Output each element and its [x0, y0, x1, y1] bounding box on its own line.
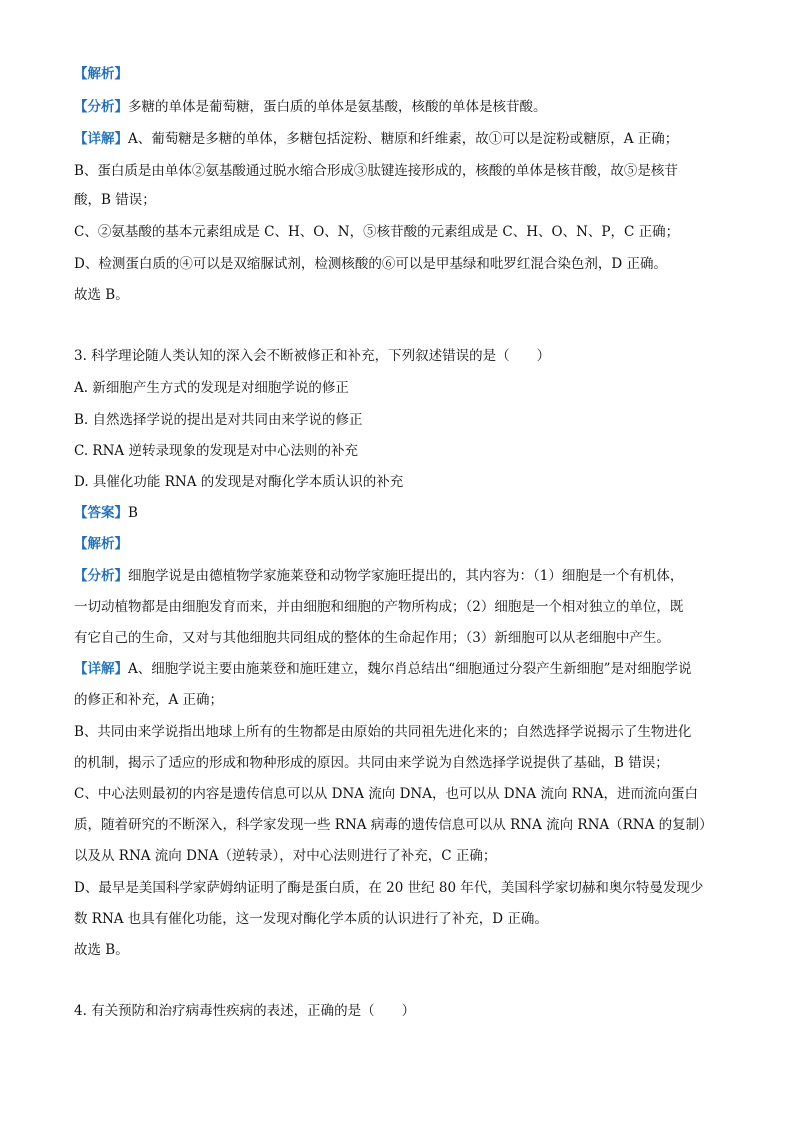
q3-option-b: B. 自然选择学说的提出是对共同由来学说的修正 [74, 412, 363, 428]
q2-conclusion: 故选 B。 [74, 287, 129, 303]
q3-detail-line-d2: 数 RNA 也具有催化功能，这一发现对酶化学本质的认识进行了补充，D 正确。 [74, 911, 548, 927]
q3-detail-line-c3: 以及从 RNA 流向 DNA（逆转录），对中心法则进行了补充，C 正确； [74, 848, 497, 864]
q3-option-a: A. 新细胞产生方式的发现是对细胞学说的修正 [74, 380, 349, 396]
q3-option-d: D. 具催化功能 RNA 的发现是对酶化学本质认识的补充 [74, 474, 404, 490]
q3-detail-line-c1: C、中心法则最初的内容是遗传信息可以从 DNA 流向 DNA，也可以从 DNA 流向 RNA，进而流向蛋白 [74, 786, 698, 802]
q2-detail-line-d: D、检测蛋白质的④可以是双缩脲试剂，检测核酸的⑥可以是甲基绿和吡罗红混合染色剂，D 正确。 [74, 256, 667, 272]
q3-analysis-line-3: 有它自己的生命，又对与其他细胞共同组成的整体的生命起作用；（3）新细胞可以从老细胞中产生。 [74, 630, 670, 646]
q3-analysis-text-1: 细胞学说是由德植物学家施莱登和动物学家施旺提出的，其内容为：（1）细胞是一个有机体， [128, 568, 684, 584]
q3-analysis-line-1 [74, 566, 683, 586]
q2-detail-line-c: C、②氨基酸的基本元素组成是 C、H、O、N，⑤核苷酸的元素组成是 C、H、O、N、P，C 正确； [74, 224, 680, 240]
q2-detail-a-text: A、葡萄糖是多糖的单体，多糖包括淀粉、糖原和纤维素，故①可以是淀粉或糖原，A 正确； [128, 131, 679, 147]
q3-detail-line-b1: B、共同由来学说指出地球上所有的生物都是由原始的共同祖先进化来的；自然选择学说揭示了生物进化 [74, 724, 692, 740]
q2-detail-line-b2: 酸，B 错误； [74, 192, 156, 208]
q3-analysis-heading: 【解析】 [74, 536, 128, 552]
q3-detail-line-a2: 的修正和补充，A 正确； [74, 692, 224, 708]
q2-detail-line-a [74, 129, 678, 149]
q3-analysis-tag: 【分析】 [74, 568, 128, 584]
q3-answer-line [74, 503, 138, 523]
q2-analysis-heading: 【解析】 [74, 66, 128, 82]
q3-option-c: C. RNA 逆转录现象的发现是对中心法则的补充 [74, 443, 358, 459]
q3-detail-line-a1 [74, 659, 692, 679]
q2-analysis-text: 多糖的单体是葡萄糖，蛋白质的单体是氨基酸，核酸的单体是核苷酸。 [128, 99, 547, 115]
q3-answer-tag: 【答案】 [74, 505, 128, 521]
q3-detail-line-b2: 的机制，揭示了适应的形成和物种形成的原因。共同由来学说为自然选择学说提供了基础，B 错误； [74, 755, 669, 771]
q3-detail-line-c2: 质，随着研究的不断深入，科学家发现一些 RNA 病毒的遗传信息可以从 RNA 流向 RNA（RNA 的复制） [74, 817, 713, 833]
q2-analysis-tag: 【分析】 [74, 99, 128, 115]
q4-stem: 4. 有关预防和治疗病毒性疾病的表述，正确的是（ ） [74, 1003, 416, 1019]
q3-stem: 3. 科学理论随人类认知的深入会不断被修正和补充，下列叙述错误的是（ ） [74, 348, 551, 364]
q2-detail-tag: 【详解】 [74, 131, 128, 147]
q2-analysis-line [74, 97, 547, 117]
q3-conclusion: 故选 B。 [74, 942, 129, 958]
q3-detail-line-d1: D、最早是美国科学家萨姆纳证明了酶是蛋白质，在 20 世纪 80 年代，美国科学家切赫和奥尔特曼发现少 [74, 880, 704, 896]
q2-detail-line-b1: B、蛋白质是由单体②氨基酸通过脱水缩合形成③肽键连接形成的，核酸的单体是核苷酸，故⑤是核苷 [74, 163, 678, 179]
q3-answer-value: B [128, 505, 138, 521]
q3-detail-a1-text: A、细胞学说主要由施莱登和施旺建立，魏尔肖总结出“细胞通过分裂产生新细胞”是对细胞学说 [128, 661, 692, 677]
q3-detail-tag: 【详解】 [74, 661, 128, 677]
q3-analysis-line-2: 一切动植物都是由细胞发育而来，并由细胞和细胞的产物所构成；（2）细胞是一个相对独立的单位，既 [74, 599, 684, 615]
